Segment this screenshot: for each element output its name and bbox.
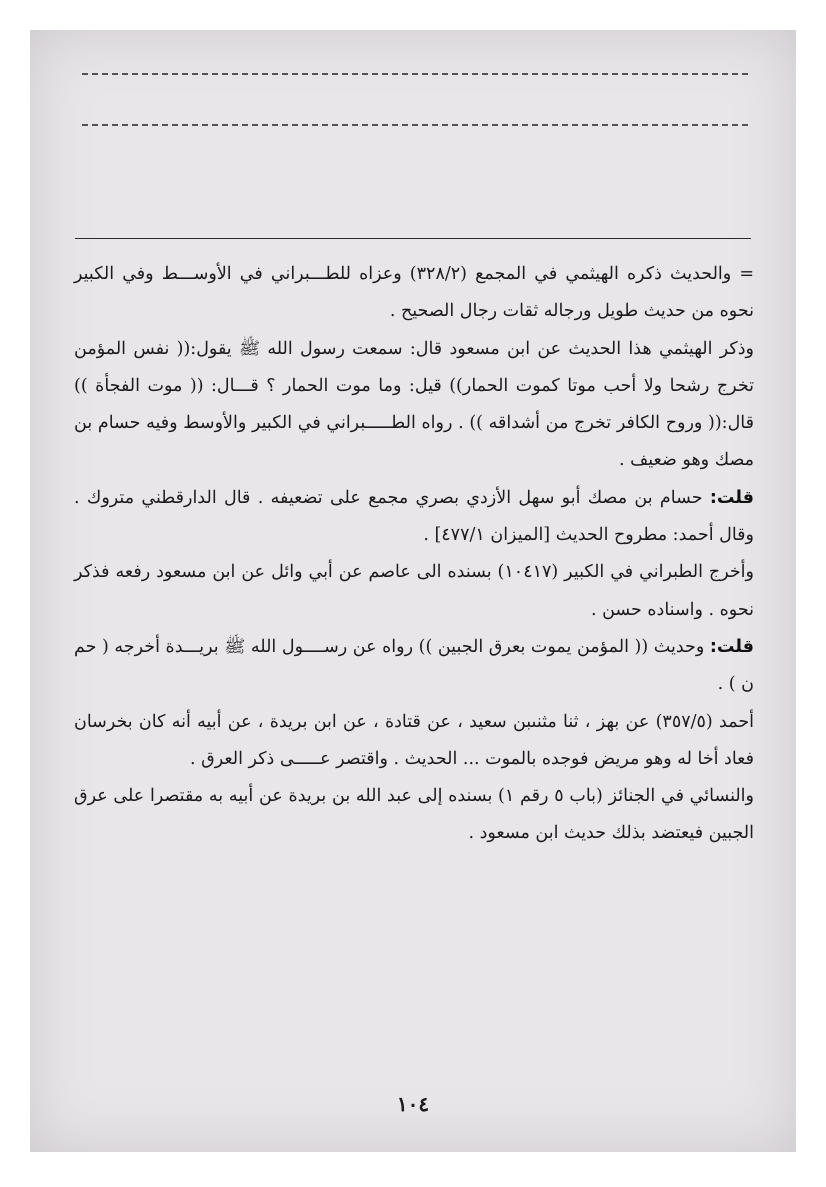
page-number: ١٠٤: [396, 1092, 430, 1116]
paragraph-haythami-ibn-masud: [74, 331, 754, 480]
paragraph-ahmad-narration: [74, 704, 754, 779]
paragraph-tabarani-kabir: [74, 554, 754, 629]
paragraph-text: وذكر الهيثمي هذا الحديث عن ابن مسعود قال: سمعت رسول الله ﷺ يقول:(( نفس المؤمن تخرج رشحا ولا أحب موتا كموت الحمار)) قيل: وما موت الحمار ؟ قـــال: (( موت الفجأة )) قال:(( وروح الكافر تخرج من أشداقه )) . رواه الطـــــبراني في الكبير والأوسط وفيه حسام بن مصك وهو ضعيف .: [74, 338, 754, 471]
paragraph-text: وحديث (( المؤمن يموت بعرق الجبين )) رواه عن رســــول الله ﷺ بريـــدة أخرجه ( حم ن ) .: [74, 636, 754, 695]
paragraph-text: أحمد (٣٥٧/٥) عن بهز ، ثنا مثنىبن سعيد ، عن قتادة ، عن ابن بريدة ، عن أبيه أنه كان بخرسان فعاد أخا له وهو مريض فوجده بالموت ... الحديث . واقتصر عـــــى ذكر العرق .: [74, 711, 754, 769]
paragraph-text: = والحديث ذكره الهيثمي في المجمع (٣٢٨/٢) وعزاه للطـــبراني في الأوســـط وفي الكبير نحوه من حديث طويل ورجاله ثقات رجال الصحيح .: [74, 264, 755, 322]
paragraph-text: وأخرج الطبراني في الكبير (١٠٤١٧) بسنده الى عاصم عن أبي وائل عن ابن مسعود رفعه فذكر نحوه . واسناده حسن .: [74, 562, 754, 620]
paragraph-nasai-narration: [74, 778, 754, 853]
footnote-rule: [75, 238, 751, 239]
dashed-separator-top: [82, 73, 748, 75]
paragraph-buraydah-hadith: [74, 629, 754, 704]
scanned-page: [30, 30, 796, 1152]
paragraph-text: والنسائي في الجنائز (باب ٥ رقم ١) بسنده إلى عبد الله بن بريدة عن أبيه به مقتصرا على عرق الجبين فيعتضد بذلك حديث ابن مسعود .: [74, 786, 754, 844]
paragraph-text: حسام بن مصك أبو سهل الأزدي بصري مجمع على تضعيفه . قال الدارقطني متروك . وقال أحمد: مطروح الحديث [الميزان ٤٧٧/١] .: [74, 487, 754, 546]
footnote-text-block: [74, 256, 754, 853]
qultu-label: قلت:: [709, 636, 754, 657]
paragraph-hadith-source: [74, 256, 754, 331]
dashed-separator-second: [82, 124, 748, 126]
qultu-label: قلت:: [709, 487, 754, 508]
paragraph-husam-ibn-musik: [74, 480, 754, 555]
